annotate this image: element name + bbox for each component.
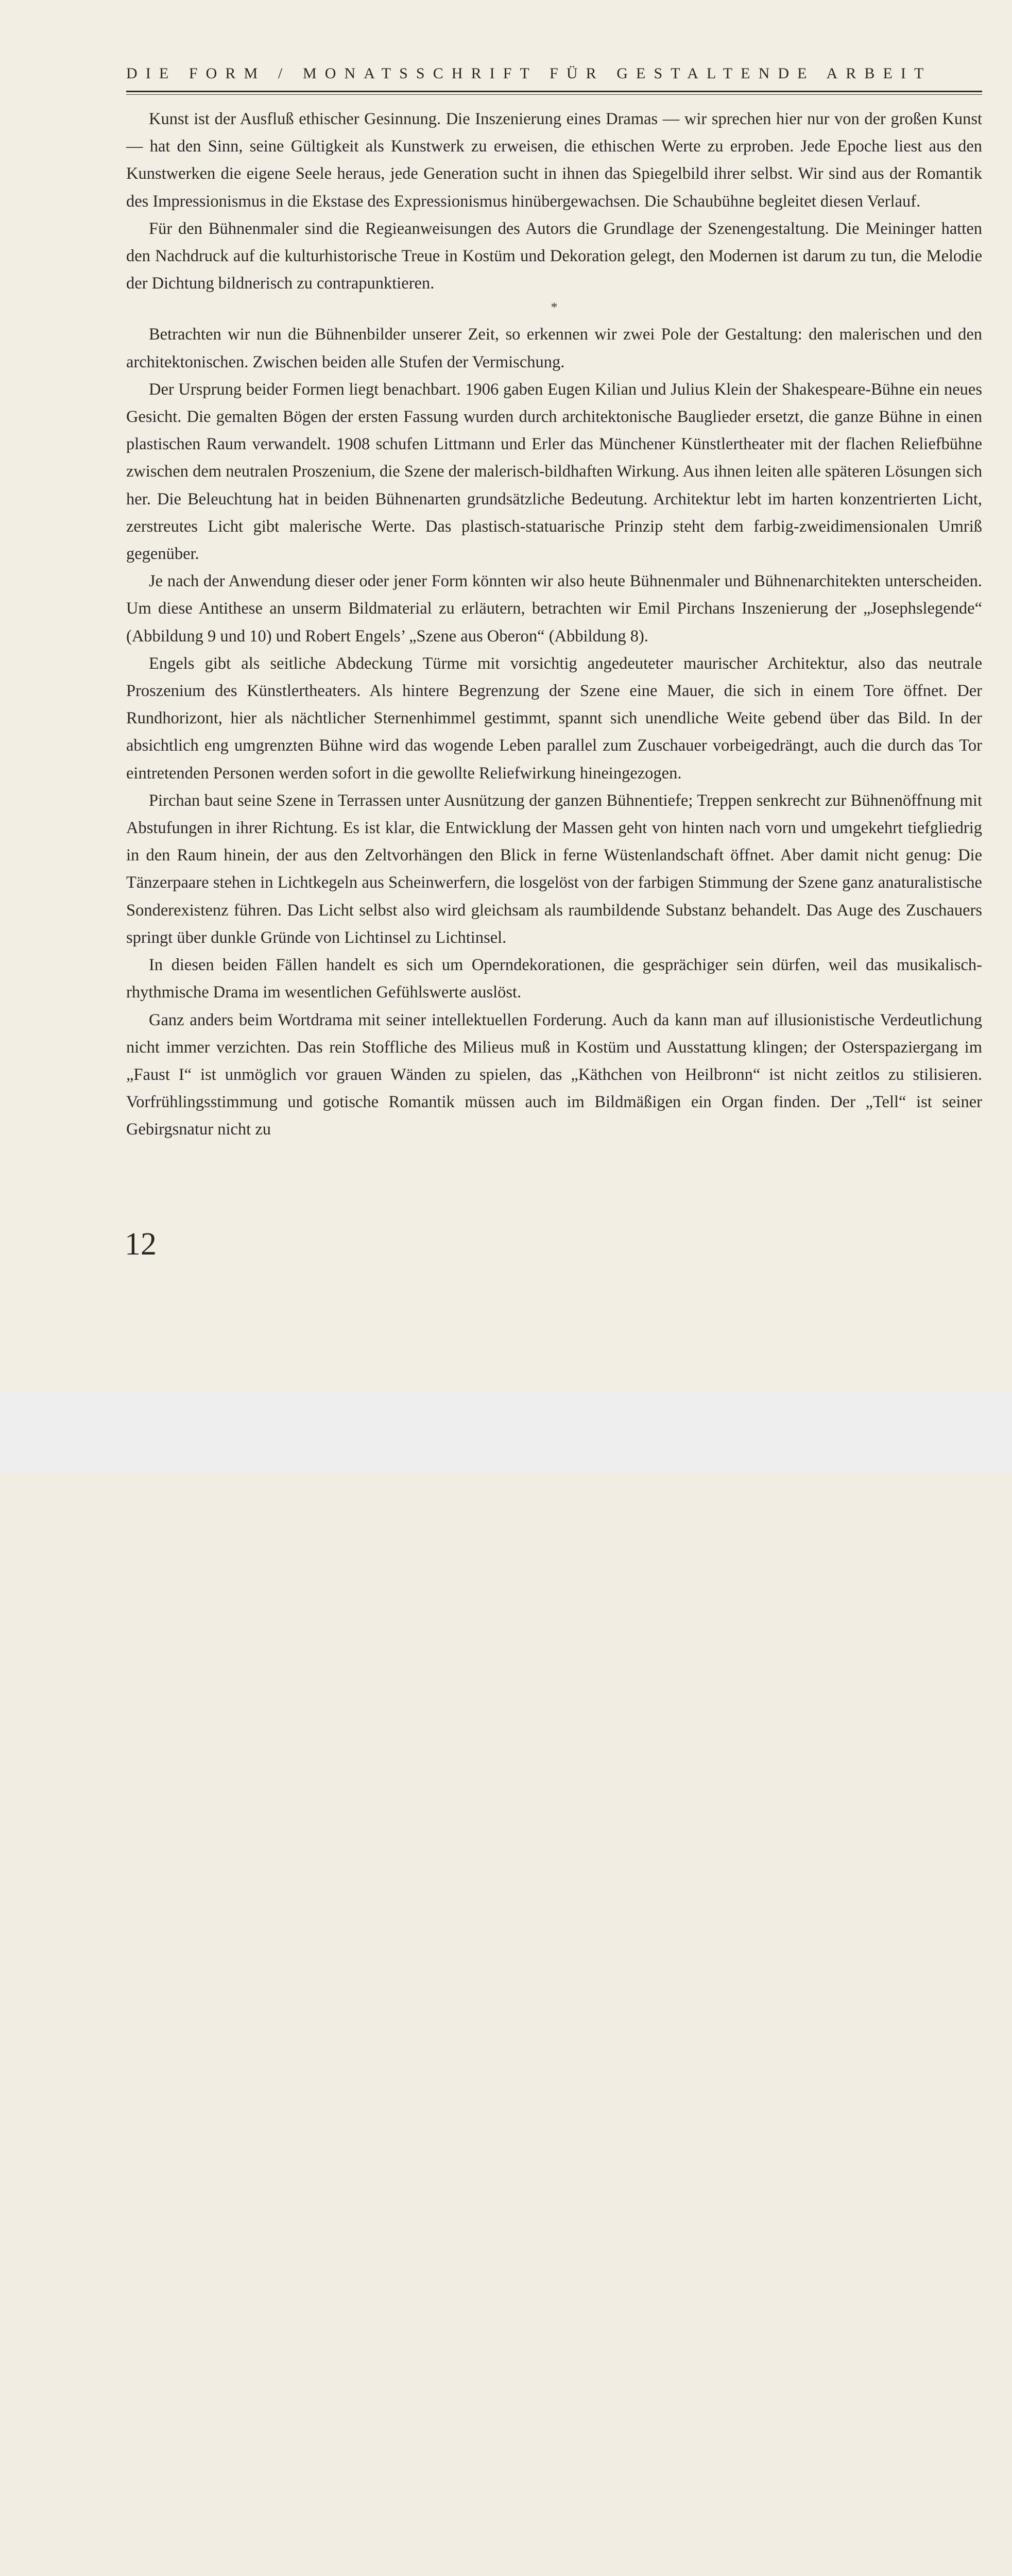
viewer-footer xyxy=(0,1391,1012,1473)
paragraph: Betrachten wir nun die Bühnenbilder unserer Zeit, so erkennen wir zwei Pole der Gestaltung: den malerischen und den architektonischen. Zwischen beiden alle Stufen der Vermischung. xyxy=(126,325,982,371)
paragraph: Ganz anders beim Wortdrama mit seiner intellektuellen Forderung. Auch da kann man auf illusionistische Verdeutlichung nicht immer verzichten. Das rein Stoffliche des Milieus muß in Kostüm und Ausstattung klingen; der Osterspaziergang im „Faust I“ ist unmöglich vor grauen Wänden zu spielen, das „Käthchen von Heilbronn“ ist nicht zeitlos zu stilisieren. Vorfrühlingsstimmung und gotische Romantik müssen auch im Bildmäßigen ein Organ finden. Der „Tell“ ist seiner Gebirgsnatur nicht zu xyxy=(126,1010,982,1139)
header-rule xyxy=(126,91,982,92)
paragraph: Kunst ist der Ausfluß ethischer Gesinnung. Die Inszenierung eines Dramas — wir sprechen hier nur von der großen Kunst — hat den Sinn, seine Gültigkeit als Kunstwerk zu erweisen, die ethischen Werte zu erproben. Jede Epoche liest aus den Kunstwerken die eigene Seele heraus, jede Generation sucht in ihnen das Spiegelbild ihrer selbst. Wir sind aus der Romantik des Impressionismus in die Ekstase des Expressionismus hinübergewachsen. Die Schaubühne begleitet diesen Verlauf. xyxy=(126,110,982,211)
running-header: DIE FORM / MONATSSCHRIFT FÜR GESTALTENDE ARBEIT xyxy=(126,65,932,82)
paragraph: Pirchan baut seine Szene in Terrassen unter Ausnützung der ganzen Bühnentiefe; Treppen senkrecht zur Bühnenöffnung mit Abstufungen in ihrer Richtung. Es ist klar, die Entwicklung der Massen geht von hinten nach vorn und umgekehrt tiefgliedrig in den Raum hinein, der aus den Zeltvorhängen den Blick in ferne Wüstenlandschaft öffnet. Aber damit nicht genug: Die Tänzerpaare stehen in Lichtkegeln aus Scheinwerfern, die losgelöst von der farbigen Stimmung der Szene ganz anaturalistische Sonderexistenz führen. Das Licht selbst also wird gleichsam als raumbildende Substanz behandelt. Das Auge des Zuschauers springt über dunkle Gründe von Lichtinsel zu Lichtinsel. xyxy=(126,791,982,947)
paragraph: Der Ursprung beider Formen liegt benachbart. 1906 gaben Eugen Kilian und Julius Klein der Shakespeare-Bühne ein neues Gesicht. Die gemalten Bögen der ersten Fassung wurden durch architektonische Bauglieder ersetzt, die ganze Bühne in einen plastischen Raum verwandelt. 1908 schufen Littmann und Erler das Münchener Künstlertheater mit der flachen Reliefbühne zwischen dem neutralen Proszenium, die Szene der malerisch-bildhaften Wirkung. Aus ihnen leiten alle späteren Lösungen sich her. Die Beleuchtung hat in beiden Bühnenarten grundsätzliche Bedeutung. Architektur lebt im harten konzentrierten Licht, zerstreutes Licht gibt malerische Werte. Das plastisch-statuarische Prinzip steht dem farbig-zweidimensionalen Umriß gegenüber. xyxy=(126,380,982,564)
paragraph: Engels gibt als seitliche Abdeckung Türme mit vorsichtig angedeuteter maurischer Architektur, also das neutrale Proszenium des Künstlertheaters. Als hintere Begrenzung der Szene eine Mauer, die sich in einem Tore öffnet. Der Rundhorizont, hier als nächtlicher Sternenhimmel gestimmt, spannt sich unendliche Weite gebend über das Bild. In der absichtlich eng umgrenzten Bühne wird das wogende Leben parallel zum Zuschauer vorbeigedrängt, auch die durch das Tor eintretenden Personen werden sofort in die gewollte Reliefwirkung hineingezogen. xyxy=(126,654,982,783)
paragraph: Je nach der Anwendung dieser oder jener Form könnten wir also heute Bühnenmaler und Bühnenarchitekten unterscheiden. Um diese Antithese an unserm Bildmaterial zu erläutern, betrachten wir Emil Pirchans Inszenierung der „Josephslegende“ (Abbildung 9 und 10) und Robert Engels’ „Szene aus Oberon“ (Abbildung 8). xyxy=(126,572,982,646)
paragraph: Für den Bühnenmaler sind die Regieanweisungen des Autors die Grundlage der Szenengestaltung. Die Meininger hatten den Nachdruck auf die kulturhistorische Treue in Kostüm und Dekoration gelegt, den Modernen ist darum zu tun, die Melodie der Dichtung bildnerisch zu contrapunktieren. xyxy=(126,219,982,293)
section-separator: * xyxy=(551,300,558,315)
paragraph: In diesen beiden Fällen handelt es sich um Operndekorationen, die gesprächiger sein dürfen, weil das musikalisch-rhythmische Drama im wesentlichen Gefühlswerte auslöst. xyxy=(126,956,982,1002)
page-number: 12 xyxy=(125,1227,157,1262)
header-rule-thin xyxy=(126,94,982,95)
article-body xyxy=(126,106,982,1144)
